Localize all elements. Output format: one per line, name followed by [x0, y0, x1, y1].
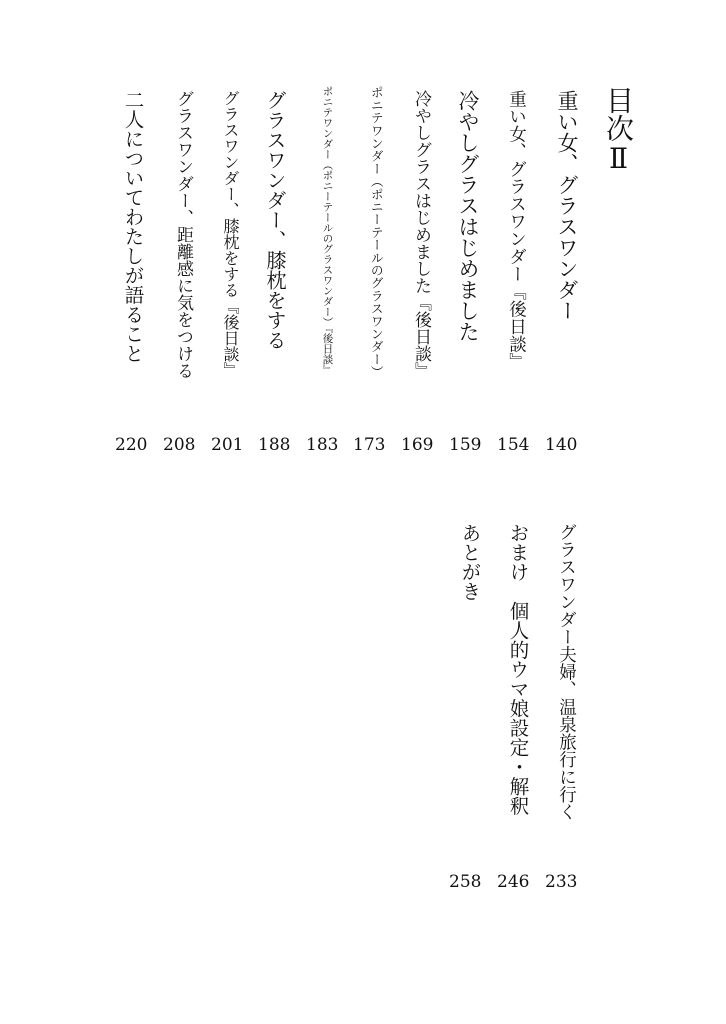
toc-entry-page: 159	[449, 435, 482, 455]
toc-entry-page: 220	[115, 435, 148, 455]
toc-entry-title: グラスワンダー、距離感に気をつける	[173, 90, 193, 379]
toc-entry-page: 140	[545, 435, 578, 455]
toc-entry-title: 重い女、グラスワンダー	[555, 90, 579, 321]
toc-entry-title: あとがき	[458, 523, 482, 601]
toc-entry-page: 208	[163, 435, 196, 455]
toc-entry-page: 201	[211, 435, 244, 455]
toc-entry-title: 二人についてわたしが語ること	[121, 90, 145, 363]
toc-entry-title: グラスワンダー、膝枕をする	[263, 90, 287, 350]
toc-entry-title: 重い女、グラスワンダー『後日談』	[506, 90, 527, 370]
toc-entry-title: おまけ 個人的ウマ娘設定・解釈	[506, 523, 530, 816]
toc-entry-title: ポニテワンダー（ポニーテールのグラスワンダー）	[368, 86, 384, 379]
toc-entry-page: 258	[449, 872, 482, 892]
toc-entry-page: 154	[497, 435, 530, 455]
toc-entry-page: 246	[497, 872, 530, 892]
toc-entry-title: グラスワンダー夫婦、温泉旅行に行く	[556, 523, 577, 821]
toc-entry-page: 183	[306, 435, 339, 455]
toc-entry-page: 188	[258, 435, 291, 455]
toc-entry-title: 冷やしグラスはじめました	[456, 90, 480, 342]
toc-entry-title: 冷やしグラスはじめました『後日談』	[411, 90, 431, 379]
toc-entry-page: 173	[353, 435, 386, 455]
toc-heading: 目次Ⅱ	[602, 86, 635, 175]
toc-entry-page: 169	[401, 435, 434, 455]
toc-entry-page: 233	[545, 872, 578, 892]
toc-entry-title: ポニテワンダー（ポニーテールのグラスワンダー）『後日談』	[321, 86, 334, 375]
toc-entry-title: グラスワンダー、膝枕をする『後日談』	[221, 90, 240, 378]
